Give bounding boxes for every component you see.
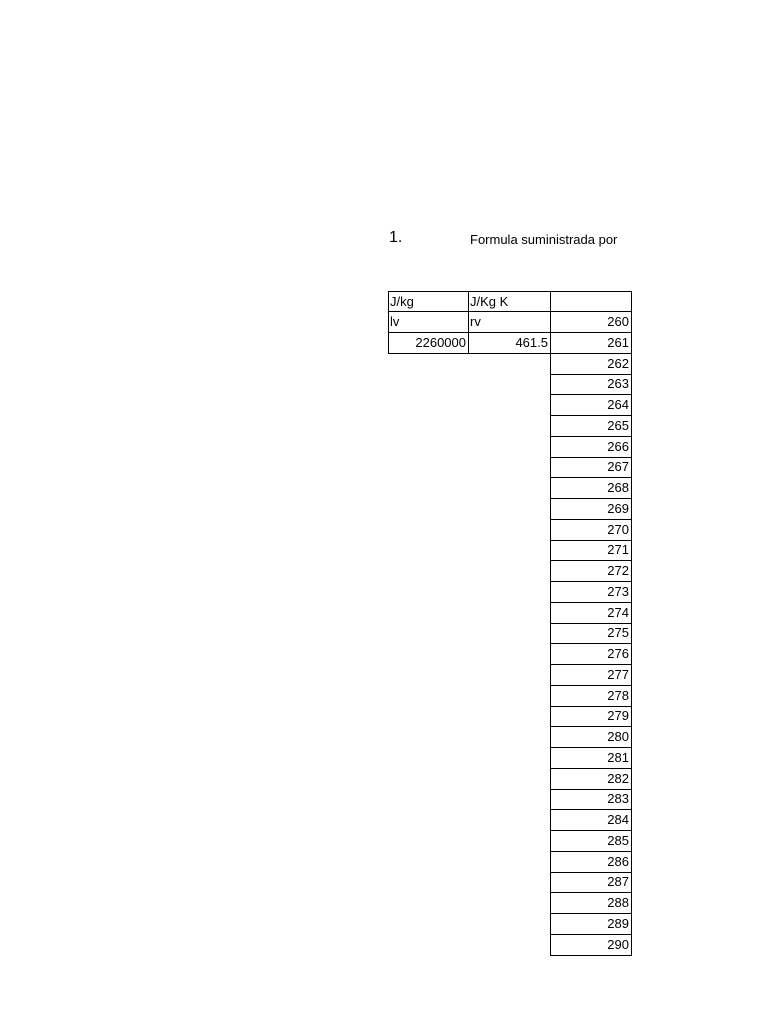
temperature-cell: 278 bbox=[550, 686, 632, 707]
section-number: 1. bbox=[389, 229, 403, 246]
temperature-cell: 289 bbox=[550, 914, 632, 935]
unit-cell-lv: J/kg bbox=[388, 291, 469, 312]
temperature-cell: 273 bbox=[550, 582, 632, 603]
temperature-cell: 267 bbox=[550, 457, 632, 478]
temperature-cell: 274 bbox=[550, 603, 632, 624]
temperature-cell: 280 bbox=[550, 727, 632, 748]
temperature-cell: 275 bbox=[550, 623, 632, 644]
value-cell-rv: 461.5 bbox=[469, 333, 551, 354]
temperature-cell: 281 bbox=[550, 748, 632, 769]
unit-cell-rv: J/Kg K bbox=[469, 291, 551, 312]
temperature-cell: 269 bbox=[550, 499, 632, 520]
temperature-cell: 263 bbox=[550, 374, 632, 395]
temperature-cell: 276 bbox=[550, 644, 632, 665]
name-cell-rv: rv bbox=[469, 312, 551, 333]
temperature-cell: 261 bbox=[550, 333, 632, 354]
temperature-cell: 284 bbox=[550, 810, 632, 831]
temperature-cell: 266 bbox=[550, 437, 632, 458]
temperature-cell: 290 bbox=[550, 935, 632, 956]
temperature-cell: 283 bbox=[550, 789, 632, 810]
temperature-cell: 260 bbox=[550, 312, 632, 333]
temperature-cell: 272 bbox=[550, 561, 632, 582]
temperature-cell: 271 bbox=[550, 540, 632, 561]
temperature-cell: 279 bbox=[550, 706, 632, 727]
temperature-cell: 262 bbox=[550, 354, 632, 375]
temperature-cell: 287 bbox=[550, 872, 632, 893]
value-cell-lv: 2260000 bbox=[388, 333, 469, 354]
unit-cell-temperature bbox=[550, 291, 632, 312]
temperature-cell: 277 bbox=[550, 665, 632, 686]
temperature-cell: 285 bbox=[550, 831, 632, 852]
temperature-cell: 264 bbox=[550, 395, 632, 416]
temperature-cell: 288 bbox=[550, 893, 632, 914]
temperature-cell: 268 bbox=[550, 478, 632, 499]
temperature-cell: 265 bbox=[550, 416, 632, 437]
temperature-cell: 286 bbox=[550, 852, 632, 873]
temperature-cell: 270 bbox=[550, 520, 632, 541]
section-text: Formula suministrada por bbox=[470, 232, 618, 247]
name-cell-lv: lv bbox=[388, 312, 469, 333]
temperature-cell: 282 bbox=[550, 769, 632, 790]
